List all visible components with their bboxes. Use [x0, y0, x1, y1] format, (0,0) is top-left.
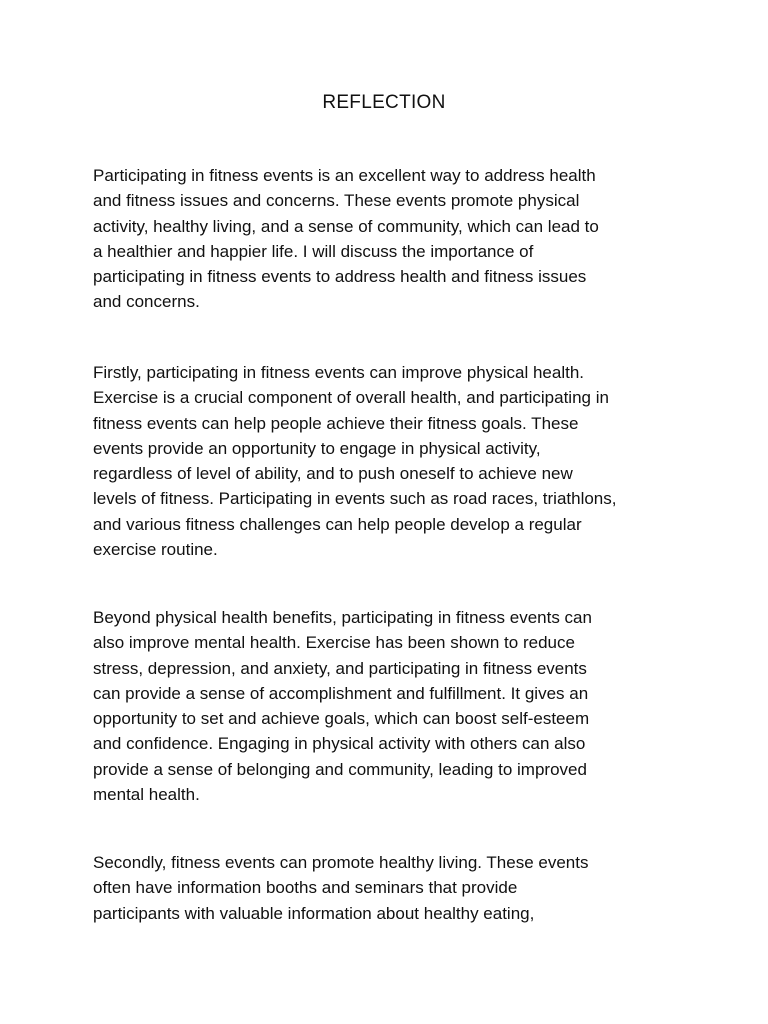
paragraph-physical-health: Firstly, participating in fitness events can improve physical health. Exercise is a crucial component of overall health, and participating in fitness events can help people achieve their fitness goals. These events provide an opportunity to engage in physical activity, regardless of level of ability, and to push oneself to achieve new levels of fitness. Participating in events such as road races, triathlons, and various fitness challenges can help people develop a regular exercise routine. [93, 363, 617, 560]
paragraph-mental-health: Beyond physical health benefits, participating in fitness events can also improve mental health. Exercise has been shown to reduce stress, depression, and anxiety, and participating in fitness events can provide a sense of accomplishment and fulfillment. It gives an opportunity to set and achieve goals, which can boost self-esteem and confidence. Engaging in physical activity with others can also provide a sense of belonging and community, leading to improved mental health. [93, 608, 592, 805]
paragraph-healthy-living: Secondly, fitness events can promote healthy living. These events often have information booths and seminars that provide participants with valuable information about healthy eating, [93, 853, 589, 923]
document-title: REFLECTION [322, 92, 446, 113]
paragraph-introduction: Participating in fitness events is an excellent way to address health and fitness issues and concerns. These events promote physical activity, healthy living, and a sense of community, which can lead to a healthier and happier life. I will discuss the importance of participating in fitness events to address health and fitness issues and concerns. [93, 166, 599, 312]
